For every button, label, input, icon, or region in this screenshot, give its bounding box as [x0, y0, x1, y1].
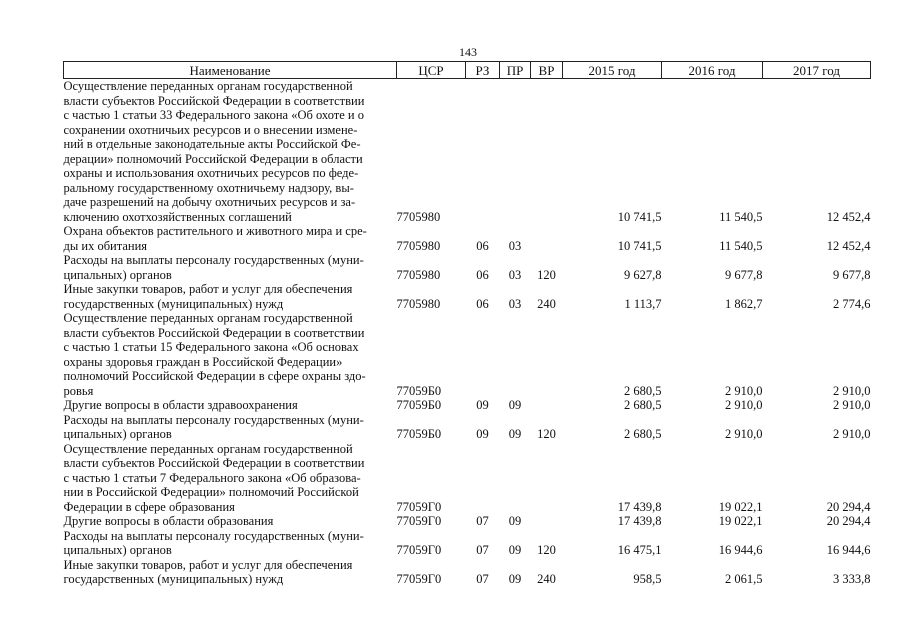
page-number: 143 [459, 45, 477, 59]
cell-2017: 16 944,6 [826, 543, 871, 557]
cell-2017: 20 294,4 [826, 514, 871, 528]
cell-vr [531, 79, 563, 225]
cell-2016: 19 022,1 [718, 499, 763, 514]
cell-rz: 07 [476, 543, 489, 557]
header-rz: РЗ [466, 62, 500, 79]
cell-pr: 09 [508, 427, 522, 441]
cell-rz: 06 [476, 238, 489, 253]
name-line: власти субъектов Российской Федерации в соответствии [63, 325, 365, 340]
cell-2017: 9 677,8 [833, 267, 871, 282]
table-row [64, 413, 871, 442]
cell-name [64, 79, 397, 225]
name-line: Другие вопросы в области здравоохранения [63, 398, 298, 412]
cell-2016: 16 944,6 [718, 543, 763, 557]
cell-2015: 17 439,8 [617, 514, 662, 528]
cell-name [64, 282, 397, 311]
cell-2015: 10 741,5 [617, 209, 662, 224]
name-line: Другие вопросы в области образования [63, 514, 274, 528]
name-line: Осуществление переданных органам государственной [63, 311, 353, 325]
cell-name [64, 224, 397, 253]
cell-csr: 77059Б0 [396, 398, 442, 412]
cell-csr: 7705980 [396, 238, 441, 253]
cell-name [64, 514, 397, 529]
name-line: с частью 1 статьи 7 Федерального закона «Об образова- [63, 470, 361, 485]
cell-2017: 12 452,4 [826, 238, 871, 253]
name-line: с частью 1 статьи 15 Федерального закона «Об основах [63, 340, 359, 354]
header-name: Наименование [64, 62, 397, 79]
table-row [64, 529, 871, 558]
cell-name [64, 398, 397, 413]
cell-rz [466, 442, 500, 515]
cell-csr: 7705980 [396, 267, 441, 282]
name-line: ральному государственному охотничьему надзору, вы- [63, 180, 354, 195]
cell-rz: 07 [476, 514, 489, 528]
name-line: государственных (муниципальных) нужд [63, 572, 284, 586]
name-line: власти субъектов Российской Федерации в соответствии [63, 456, 365, 470]
cell-2016: 11 540,5 [719, 209, 763, 224]
table-row [64, 311, 871, 398]
cell-vr [531, 514, 563, 529]
name-line: ключению охотхозяйственных соглашений [63, 209, 292, 224]
name-line: Осуществление переданных органам государственной [63, 441, 353, 456]
cell-vr [531, 398, 563, 413]
header-2016: 2016 год [662, 62, 763, 79]
name-line: Охрана объектов растительного и животного мира и сре- [63, 224, 367, 238]
cell-name [64, 442, 397, 515]
header-vr: ВР [531, 62, 563, 79]
cell-2017: 3 333,8 [833, 572, 871, 586]
cell-2015: 958,5 [633, 572, 662, 586]
cell-vr [531, 442, 563, 515]
cell-2015: 17 439,8 [617, 499, 662, 514]
cell-csr: 77059Б0 [396, 427, 442, 441]
cell-pr: 09 [508, 398, 522, 412]
name-line: Иные закупки товаров, работ и услуг для обеспечения [63, 282, 353, 296]
table-row [64, 224, 871, 253]
cell-rz: 06 [476, 296, 489, 311]
name-line: Иные закупки товаров, работ и услуг для обеспечения [63, 557, 353, 572]
cell-2015: 2 680,5 [624, 427, 662, 441]
cell-vr [531, 311, 563, 398]
cell-pr: 03 [508, 238, 522, 253]
cell-pr [500, 311, 531, 398]
cell-csr: 77059Г0 [396, 514, 442, 528]
header-2017: 2017 год [763, 62, 871, 79]
cell-csr: 77059Г0 [396, 543, 442, 557]
name-line: ципальных) органов [63, 427, 172, 441]
name-line: Федерации в сфере образования [63, 499, 235, 514]
cell-2016: 11 540,5 [719, 238, 763, 253]
name-line: ципальных) органов [63, 543, 172, 557]
table-body [64, 79, 871, 587]
cell-2016: 9 677,8 [725, 267, 763, 282]
table-row [64, 282, 871, 311]
cell-2016: 1 862,7 [725, 296, 763, 311]
name-line: дерации» полномочий Российской Федерации в области [63, 151, 363, 166]
cell-vr: 240 [537, 296, 556, 311]
cell-name [64, 413, 397, 442]
cell-csr: 77059Г0 [396, 572, 442, 586]
name-line: государственных (муниципальных) нужд [63, 296, 284, 311]
cell-name [64, 311, 397, 398]
budget-table [63, 61, 871, 587]
cell-2016: 2 910,0 [725, 398, 763, 412]
cell-pr [500, 442, 531, 515]
cell-2017: 20 294,4 [826, 499, 871, 514]
cell-2015: 2 680,5 [624, 383, 662, 398]
cell-csr: 7705980 [396, 209, 441, 224]
cell-pr [500, 79, 531, 225]
cell-2017: 2 910,0 [833, 383, 871, 398]
table-row [64, 558, 871, 587]
cell-pr: 09 [508, 572, 522, 586]
name-line: Осуществление переданных органам государственной [63, 79, 353, 93]
cell-2017: 2 910,0 [833, 398, 871, 412]
cell-2016: 2 910,0 [725, 383, 763, 398]
cell-2015: 1 113,7 [624, 296, 662, 311]
name-line: даче разрешений на добычу охотничьих ресурсов и за- [63, 195, 356, 209]
cell-csr: 77059Г0 [396, 499, 442, 514]
cell-rz: 09 [476, 398, 489, 412]
cell-2015: 2 680,5 [624, 398, 662, 412]
cell-rz [466, 79, 500, 225]
cell-vr: 240 [537, 572, 556, 586]
name-line: с частью 1 статьи 33 Федерального закона «Об охоте и о [63, 108, 364, 122]
cell-2016: 2 061,5 [725, 572, 763, 586]
name-line: Расходы на выплаты персоналу государственных (муни- [63, 412, 364, 427]
table-row [64, 514, 871, 529]
cell-pr: 09 [508, 514, 522, 528]
cell-2016: 2 910,0 [725, 427, 763, 441]
name-line: Расходы на выплаты персоналу государственных (муни- [63, 528, 364, 543]
cell-pr: 09 [508, 543, 522, 557]
cell-vr [531, 224, 563, 253]
table-row [64, 79, 871, 225]
cell-name [64, 558, 397, 587]
cell-2015: 10 741,5 [617, 238, 662, 253]
name-line: ципальных) органов [63, 267, 172, 282]
name-line: охраны и использования охотничьих ресурсов по феде- [63, 166, 359, 180]
cell-rz: 06 [476, 267, 489, 282]
cell-csr: 7705980 [396, 296, 441, 311]
cell-rz: 07 [476, 572, 489, 586]
header-2015: 2015 год [563, 62, 662, 79]
cell-2017: 2 910,0 [833, 427, 871, 441]
cell-name [64, 253, 397, 282]
table-row [64, 442, 871, 515]
name-line: ний в отдельные законодательные акты Российской Фе- [63, 137, 361, 151]
name-line: ровья [63, 383, 94, 398]
cell-2017: 2 774,6 [833, 296, 871, 311]
cell-vr: 120 [537, 427, 556, 441]
name-line: ды их обитания [63, 238, 148, 253]
name-line: нии в Российской Федерации» полномочий Российской [63, 485, 359, 499]
cell-pr: 03 [508, 296, 522, 311]
cell-pr: 03 [508, 267, 522, 282]
cell-2015: 9 627,8 [624, 267, 662, 282]
cell-vr: 120 [537, 267, 556, 282]
cell-rz [466, 311, 500, 398]
name-line: Расходы на выплаты персоналу государственных (муни- [63, 253, 364, 267]
cell-name [64, 529, 397, 558]
cell-2015: 16 475,1 [617, 543, 662, 557]
cell-rz: 09 [476, 427, 489, 441]
cell-2016: 19 022,1 [718, 514, 763, 528]
name-line: охраны здоровья граждан в Российской Федерации» [63, 354, 343, 369]
name-line: власти субъектов Российской Федерации в соответствии [63, 93, 365, 108]
cell-2017: 12 452,4 [826, 209, 871, 224]
header-pr: ПР [500, 62, 531, 79]
table-row [64, 253, 871, 282]
name-line: сохранении охотничьих ресурсов и о внесении измене- [63, 122, 358, 137]
cell-vr: 120 [537, 543, 556, 557]
name-line: полномочий Российской Федерации в сфере охраны здо- [63, 369, 366, 383]
header-csr: ЦСР [397, 62, 466, 79]
table-row [64, 398, 871, 413]
table-header-row [64, 62, 871, 79]
cell-csr: 77059Б0 [396, 383, 442, 398]
